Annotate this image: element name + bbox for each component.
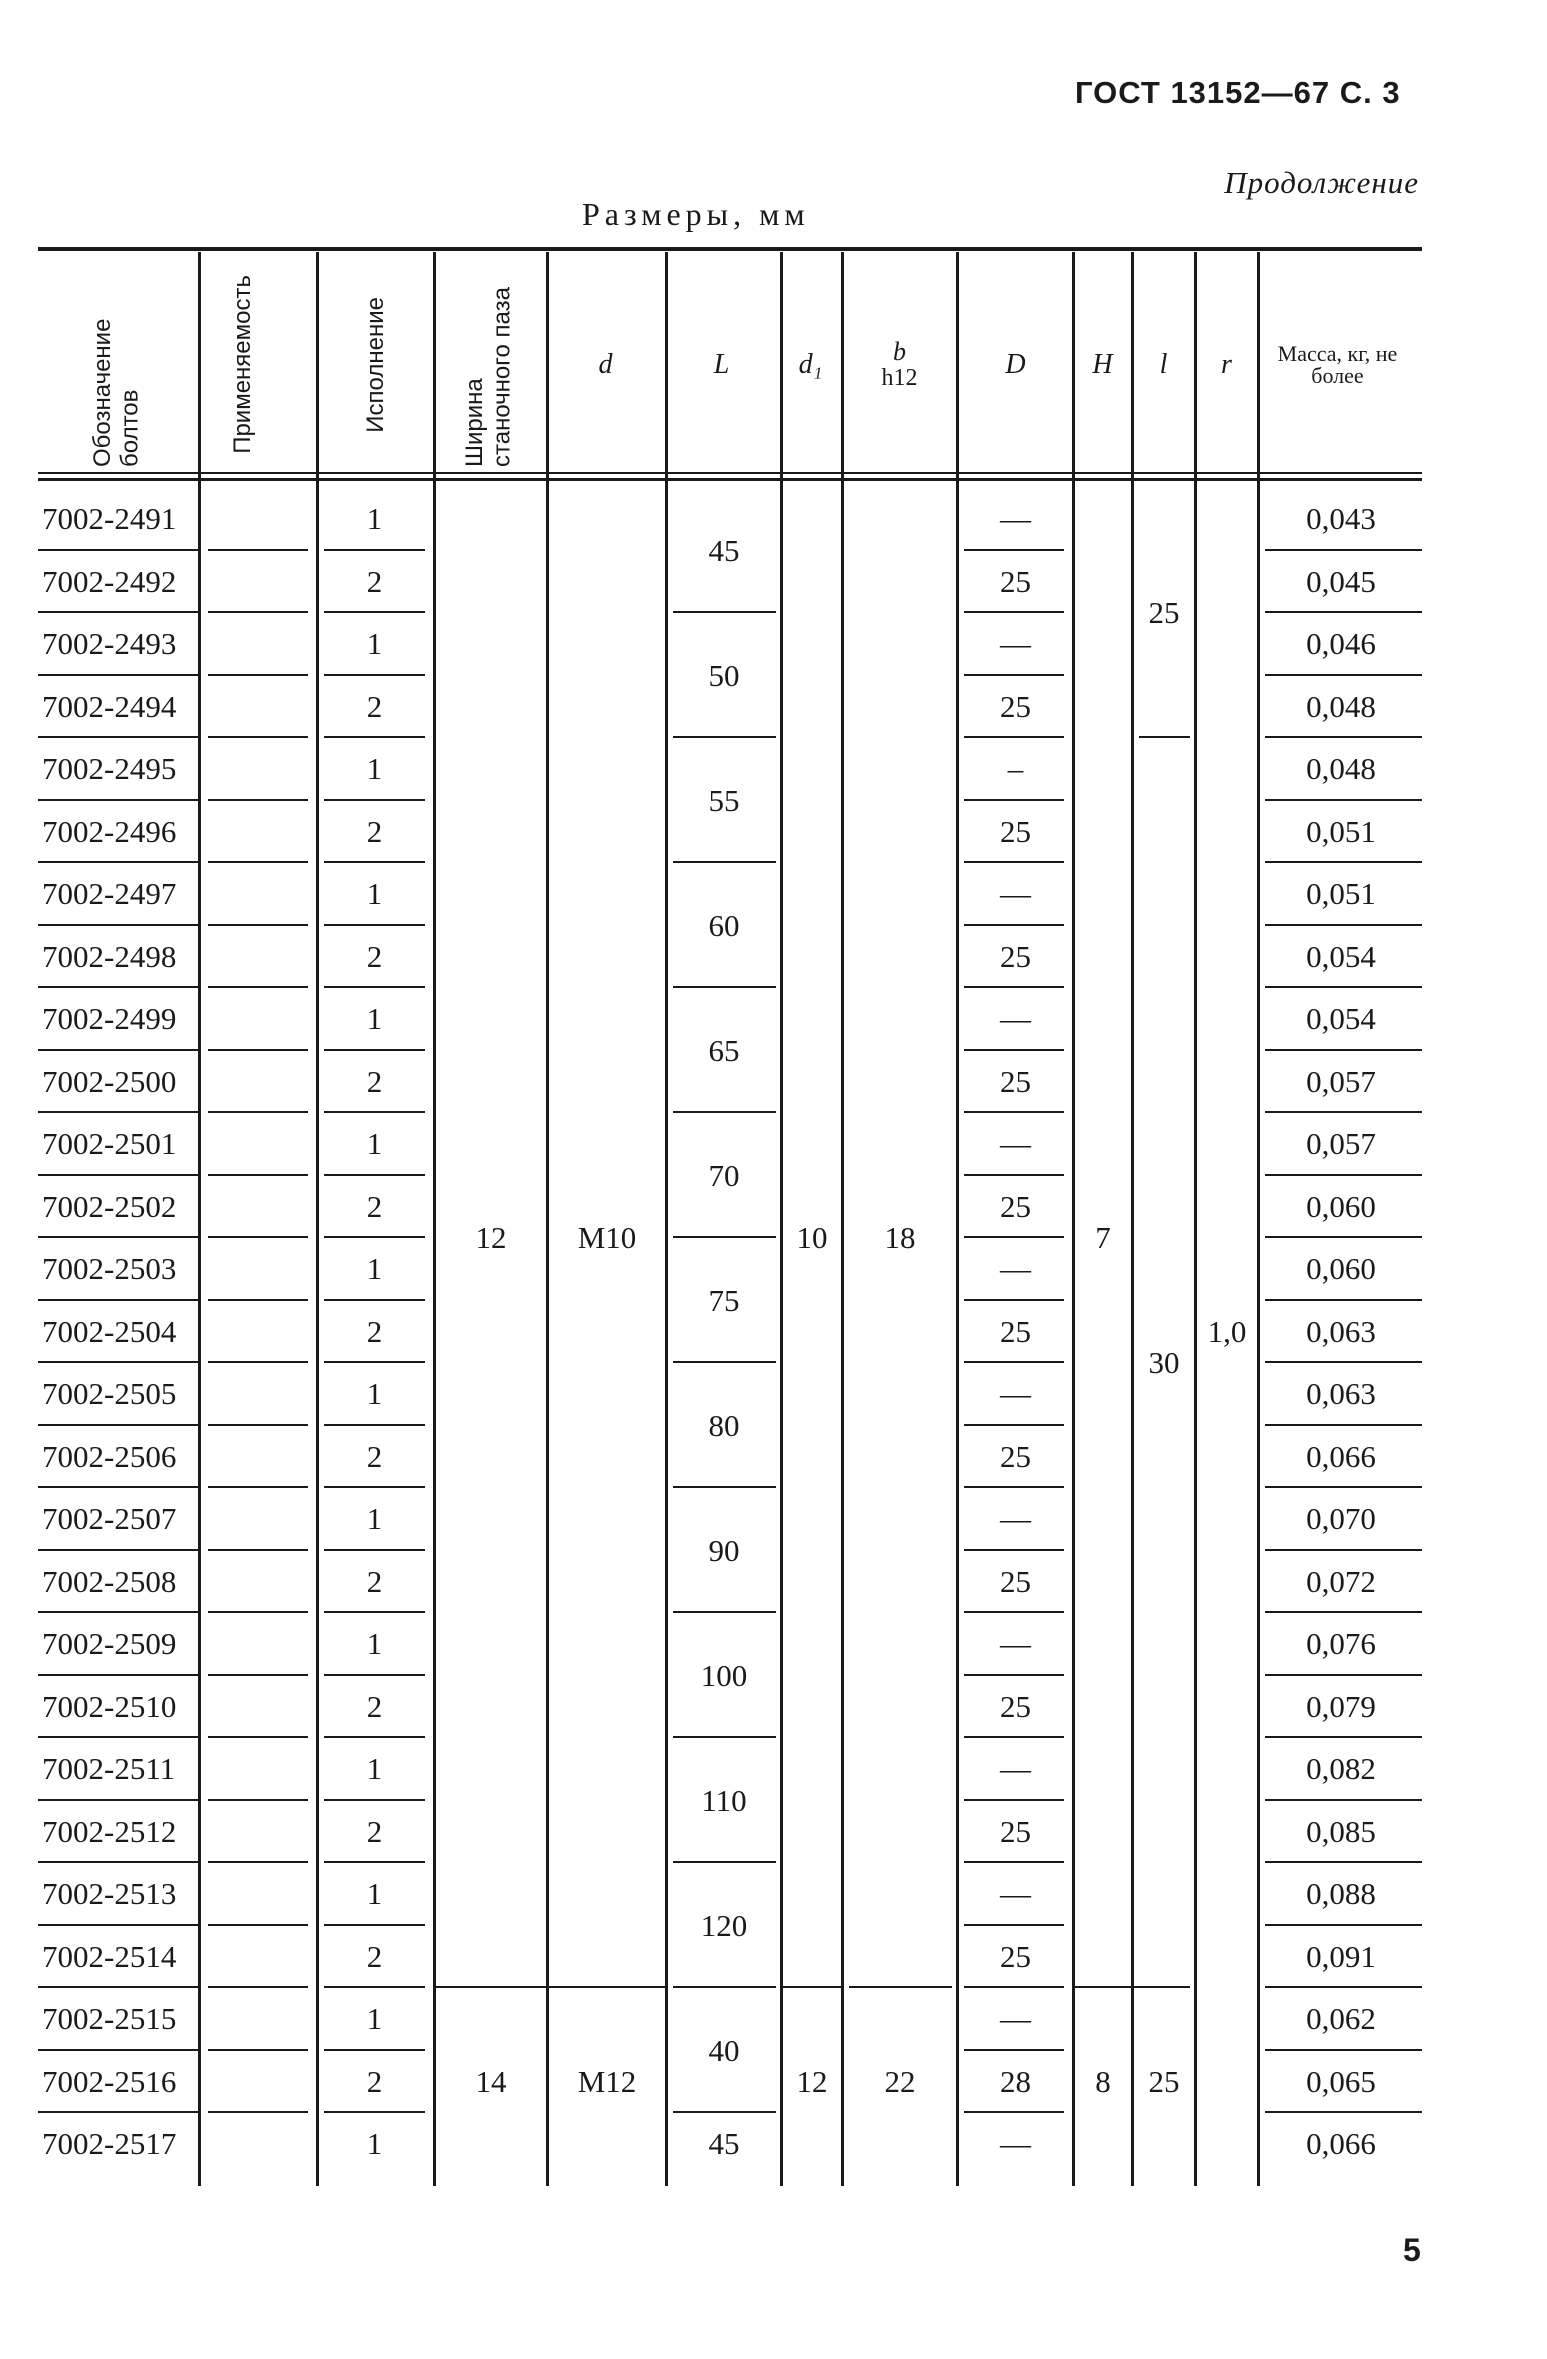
mass-cell: 0,082 [1306, 1751, 1376, 1787]
D-cell: 25 [1000, 1813, 1031, 1849]
D-cell: 25 [1000, 1563, 1031, 1599]
col-header-r: r [1221, 348, 1232, 380]
col-header-b: b h12 [881, 337, 918, 391]
D-cell: — [1000, 2001, 1031, 2037]
variant-cell: 1 [366, 501, 383, 537]
l-cell: 25 [1148, 595, 1180, 630]
mass-cell: 0,045 [1306, 563, 1376, 599]
designation-cell: 7002-2517 [42, 2126, 177, 2162]
dimensions-caption: Размеры, мм [582, 196, 810, 232]
table-rule-horizontal [208, 799, 308, 801]
mass-cell: 0,048 [1306, 688, 1376, 724]
variant-cell: 1 [366, 1626, 383, 1662]
table-rule-horizontal [208, 1861, 308, 1863]
table-rule-horizontal [208, 1424, 308, 1426]
D-cell: — [1000, 1376, 1031, 1412]
designation-cell: 7002-2515 [42, 2001, 177, 2037]
variant-cell: 1 [366, 1876, 383, 1912]
designation-cell: 7002-2494 [42, 688, 177, 724]
L-cell: 80 [708, 1407, 740, 1443]
L-cell: 75 [708, 1282, 740, 1318]
variant-cell: 1 [366, 2001, 383, 2037]
table-rule-horizontal [208, 1486, 308, 1488]
L-cell: 40 [708, 2032, 740, 2068]
col-header-d1: d₁ [798, 348, 823, 380]
mass-cell: 0,085 [1306, 1813, 1376, 1849]
designation-cell: 7002-2508 [42, 1563, 177, 1599]
D-cell: — [1000, 2126, 1031, 2162]
mass-cell: 0,088 [1306, 1876, 1376, 1912]
table-rule-horizontal [208, 1299, 308, 1301]
table-rule-horizontal [38, 472, 1422, 474]
variant-cell: 1 [366, 1126, 383, 1162]
D-cell: 25 [1000, 563, 1031, 599]
table-rule-horizontal [208, 1174, 308, 1176]
D-cell: 25 [1000, 1688, 1031, 1724]
D-cell: — [1000, 1001, 1031, 1037]
designation-cell: 7002-2501 [42, 1126, 177, 1162]
designation-cell: 7002-2513 [42, 1876, 177, 1912]
D-cell: 25 [1000, 1938, 1031, 1974]
designation-cell: 7002-2511 [42, 1751, 176, 1787]
mass-cell: 0,060 [1306, 1251, 1376, 1287]
mass-cell: 0,043 [1306, 501, 1376, 537]
L-cell: 50 [708, 657, 740, 693]
table-rule-horizontal [208, 986, 308, 988]
L-cell: 90 [708, 1532, 740, 1568]
table-rule-horizontal [208, 1549, 308, 1551]
designation-cell: 7002-2512 [42, 1813, 177, 1849]
table-rule-horizontal [208, 736, 308, 738]
table-rule-horizontal [208, 1736, 308, 1738]
mass-cell: 0,063 [1306, 1376, 1376, 1412]
D-cell: — [1000, 1876, 1031, 1912]
d-cell: M10 [577, 1220, 637, 1255]
designation-cell: 7002-2510 [42, 1688, 177, 1724]
designation-cell: 7002-2507 [42, 1501, 177, 1537]
variant-cell: 2 [366, 1563, 383, 1599]
variant-cell: 2 [366, 1438, 383, 1474]
col-header-slot-width: Ширина станочного паза [461, 287, 516, 467]
variant-cell: 2 [366, 813, 383, 849]
D-cell: — [1000, 501, 1031, 537]
b-cell: 22 [884, 2063, 916, 2099]
table-rule-horizontal [208, 2111, 308, 2113]
L-cell: 60 [708, 907, 740, 943]
D-cell: 25 [1000, 813, 1031, 849]
designation-cell: 7002-2492 [42, 563, 177, 599]
mass-cell: 0,060 [1306, 1188, 1376, 1224]
col-header-designation: Обозначение болтов [89, 318, 144, 467]
variant-cell: 2 [366, 2063, 383, 2099]
r-cell: 1,0 [1207, 1313, 1247, 1349]
page-number: 5 [1403, 2232, 1421, 2268]
variant-cell: 2 [366, 1313, 383, 1349]
D-cell: 25 [1000, 1313, 1031, 1349]
variant-cell: 1 [366, 1501, 383, 1537]
designation-cell: 7002-2506 [42, 1438, 177, 1474]
l-cell: 25 [1148, 2063, 1180, 2099]
variant-cell: 2 [366, 1688, 383, 1724]
designation-cell: 7002-2491 [42, 501, 177, 537]
d1-cell: 12 [796, 2063, 828, 2099]
table-rule-horizontal [208, 674, 308, 676]
mass-cell: 0,048 [1306, 751, 1376, 787]
mass-cell: 0,057 [1306, 1126, 1376, 1162]
l-cell: 30 [1148, 1345, 1180, 1380]
table-rule-horizontal [208, 1049, 308, 1051]
table-rule-horizontal [208, 924, 308, 926]
col-header-D: D [1005, 348, 1026, 380]
designation-cell: 7002-2502 [42, 1188, 177, 1224]
variant-cell: 1 [366, 1251, 383, 1287]
variant-cell: 1 [366, 1751, 383, 1787]
table-rule-horizontal [208, 2049, 308, 2051]
table-rule-horizontal [208, 1674, 308, 1676]
mass-cell: 0,091 [1306, 1938, 1376, 1974]
mass-cell: 0,070 [1306, 1501, 1376, 1537]
table-rule-horizontal [208, 1236, 308, 1238]
table-rule-horizontal [208, 1924, 308, 1926]
L-cell: 45 [708, 532, 740, 568]
designation-cell: 7002-2514 [42, 1938, 177, 1974]
D-cell: — [1000, 1126, 1031, 1162]
designation-cell: 7002-2493 [42, 626, 177, 662]
col-header-L: L [713, 348, 730, 380]
d1-cell: 10 [796, 1220, 828, 1255]
b-cell: 18 [884, 1220, 916, 1255]
designation-cell: 7002-2509 [42, 1626, 177, 1662]
col-header-mass: Масса, кг, не более [1277, 340, 1398, 388]
mass-cell: 0,054 [1306, 938, 1376, 974]
D-cell: 25 [1000, 1188, 1031, 1224]
mass-cell: 0,063 [1306, 1313, 1376, 1349]
variant-cell: 1 [366, 1001, 383, 1037]
D-cell: 25 [1000, 938, 1031, 974]
continuation-label: Продолжение [1224, 165, 1419, 200]
designation-cell: 7002-2500 [42, 1063, 177, 1099]
L-cell: 55 [708, 782, 740, 818]
designation-cell: 7002-2495 [42, 751, 177, 787]
L-cell: 70 [708, 1157, 740, 1193]
variant-cell: 1 [366, 751, 383, 787]
mass-cell: 0,057 [1306, 1063, 1376, 1099]
designation-cell: 7002-2504 [42, 1313, 177, 1349]
L-cell: 45 [708, 2126, 740, 2162]
mass-cell: 0,072 [1306, 1563, 1376, 1599]
table-rule-horizontal [208, 861, 308, 863]
mass-cell: 0,065 [1306, 2063, 1376, 2099]
variant-cell: 2 [366, 563, 383, 599]
H-cell: 8 [1095, 2063, 1111, 2099]
variant-cell: 2 [366, 1063, 383, 1099]
D-cell: — [1000, 626, 1031, 662]
col-header-H: H [1092, 348, 1113, 380]
col-header-l: l [1159, 348, 1168, 380]
mass-cell: 0,066 [1306, 1438, 1376, 1474]
table-rule-horizontal [208, 611, 308, 613]
D-cell: 28 [1000, 2063, 1031, 2099]
variant-cell: 2 [366, 688, 383, 724]
D-cell: — [1000, 1751, 1031, 1787]
mass-cell: 0,079 [1306, 1688, 1376, 1724]
table-rule-horizontal [208, 1986, 308, 1988]
variant-cell: 2 [366, 1813, 383, 1849]
mass-cell: 0,046 [1306, 626, 1376, 662]
slot-width-cell: 12 [475, 1220, 507, 1255]
variant-cell: 1 [366, 1376, 383, 1412]
L-cell: 100 [700, 1657, 748, 1693]
table-rule-horizontal [208, 1799, 308, 1801]
mass-cell: 0,076 [1306, 1626, 1376, 1662]
mass-cell: 0,051 [1306, 876, 1376, 912]
col-header-applicability: Применяемость [228, 275, 256, 454]
D-cell: 25 [1000, 1063, 1031, 1099]
L-cell: 120 [700, 1907, 748, 1943]
mass-cell: 0,062 [1306, 2001, 1376, 2037]
D-cell: — [1000, 876, 1031, 912]
D-cell: – [1007, 751, 1024, 787]
slot-width-cell: 14 [475, 2063, 507, 2099]
variant-cell: 1 [366, 876, 383, 912]
designation-cell: 7002-2496 [42, 813, 177, 849]
L-cell: 65 [708, 1032, 740, 1068]
L-cell: 110 [701, 1782, 747, 1818]
variant-cell: 1 [366, 2126, 383, 2162]
mass-cell: 0,066 [1306, 2126, 1376, 2162]
table-rule-horizontal [208, 1111, 308, 1113]
mass-cell: 0,054 [1306, 1001, 1376, 1037]
table-rule-horizontal [38, 247, 1422, 251]
col-header-d: d [598, 348, 613, 380]
designation-cell: 7002-2505 [42, 1376, 177, 1412]
variant-cell: 2 [366, 938, 383, 974]
designation-cell: 7002-2516 [42, 2063, 177, 2099]
D-cell: — [1000, 1626, 1031, 1662]
designation-cell: 7002-2503 [42, 1251, 177, 1287]
designation-cell: 7002-2498 [42, 938, 177, 974]
table-rule-horizontal [208, 1611, 308, 1613]
table-rule-horizontal [208, 1361, 308, 1363]
H-cell: 7 [1095, 1220, 1111, 1255]
table-rule-horizontal [208, 549, 308, 551]
D-cell: 25 [1000, 688, 1031, 724]
designation-cell: 7002-2497 [42, 876, 177, 912]
D-cell: 25 [1000, 1438, 1031, 1474]
designation-cell: 7002-2499 [42, 1001, 177, 1037]
page-header: ГОСТ 13152—67 С. 3 [1075, 75, 1401, 110]
variant-cell: 1 [366, 626, 383, 662]
col-header-variant: Исполнение [361, 296, 389, 433]
D-cell: — [1000, 1251, 1031, 1287]
table-rule-horizontal [38, 478, 1422, 481]
mass-cell: 0,051 [1306, 813, 1376, 849]
variant-cell: 2 [366, 1938, 383, 1974]
variant-cell: 2 [366, 1188, 383, 1224]
d-cell: M12 [577, 2063, 637, 2099]
D-cell: — [1000, 1501, 1031, 1537]
